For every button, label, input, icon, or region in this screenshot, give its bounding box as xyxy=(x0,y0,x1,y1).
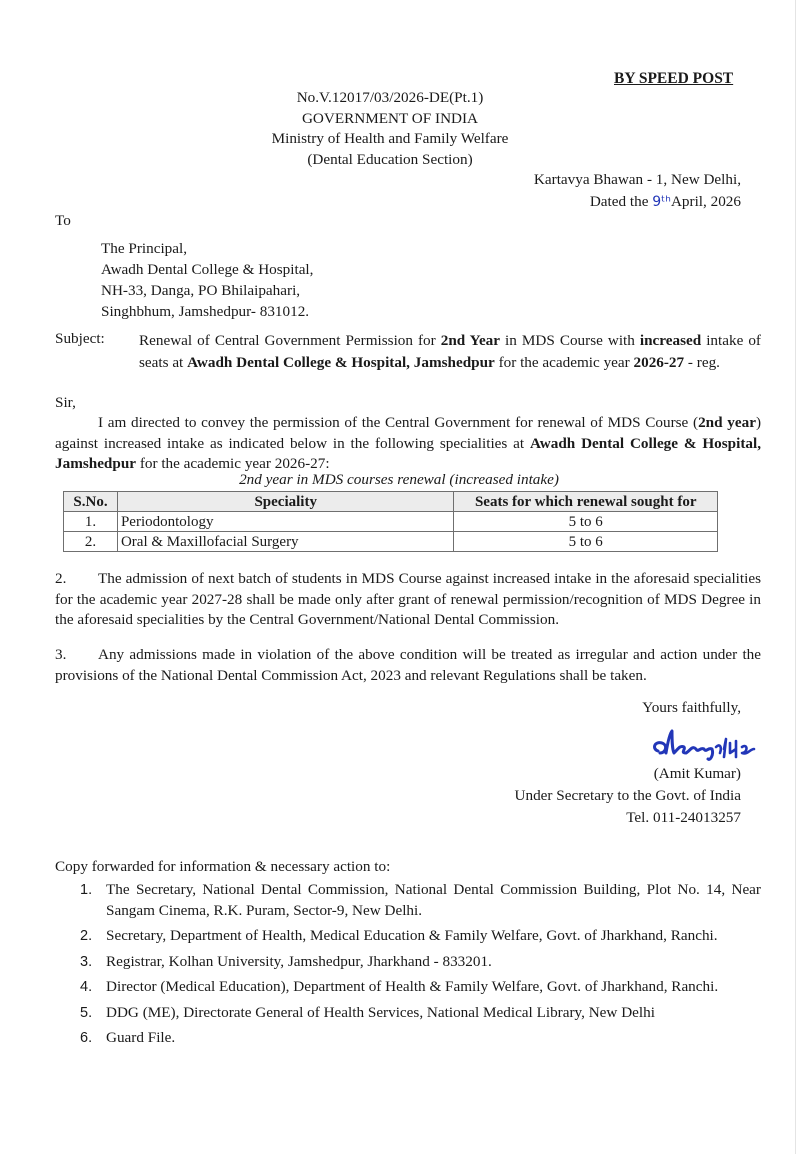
to-label: To xyxy=(55,212,71,229)
table-row xyxy=(64,512,718,532)
table-caption: 2nd year in MDS courses renewal (increased intake) xyxy=(239,471,559,488)
list-number: 3. xyxy=(80,953,93,970)
list-item xyxy=(80,1003,761,1024)
list-item xyxy=(80,880,761,921)
subject-part: for the academic year xyxy=(494,353,634,371)
letter-header xyxy=(250,88,530,170)
subject-part-bold: Awadh Dental College & Hospital, Jamshedpur xyxy=(187,353,495,371)
cell-sno: 1. xyxy=(64,512,118,532)
list-text: The Secretary, National Dental Commission, National Dental Commission Building, Plot No. 14, Near Sangam Cinema, R.K. Puram, Sector-9, New Delhi. xyxy=(106,881,761,919)
cell-speciality: Oral & Maxillofacial Surgery xyxy=(117,532,453,552)
addressee-line: The Principal, xyxy=(101,240,188,257)
date-line xyxy=(534,191,741,213)
date-suffix: April, 2026 xyxy=(670,193,741,210)
subject-text xyxy=(139,330,761,373)
paragraph-number: 3. xyxy=(55,646,67,663)
list-number: 6. xyxy=(80,1030,93,1046)
dispatch-mode: BY SPEED POST xyxy=(614,70,734,87)
cell-seats: 5 to 6 xyxy=(454,512,718,532)
paragraph-part: ) against increased intake as indicated below in the following specialities at xyxy=(55,414,761,452)
seats-table xyxy=(63,491,718,552)
signature-block xyxy=(515,697,741,829)
ministry-name: Ministry of Health and Family Welfare xyxy=(271,130,509,147)
copy-forwarded-label: Copy forwarded for information & necessary action to: xyxy=(55,858,391,875)
paragraph-3 xyxy=(55,645,761,686)
paragraph-2 xyxy=(55,569,761,631)
paragraph-text: Any admissions made in violation of the above condition will be treated as irregular and action under the provisions of the National Dental Commission Act, 2023 and relevant Regulations shall be taken. xyxy=(55,646,761,684)
list-number: 5. xyxy=(80,1004,93,1021)
closing: Yours faithfully, xyxy=(642,699,741,716)
subject-part-bold: increased xyxy=(639,332,702,349)
list-text: Director (Medical Education), Department of Health & Family Welfare, Govt. of Jharkhand, Ranchi. xyxy=(106,978,719,995)
list-item xyxy=(80,977,761,998)
table-row xyxy=(64,532,718,552)
paragraph-1 xyxy=(55,413,761,475)
signatory-designation: Under Secretary to the Govt. of India xyxy=(514,787,741,804)
addressee-line: Singhbhum, Jamshedpur- 831012. xyxy=(101,303,310,320)
list-number: 2. xyxy=(80,928,93,944)
paragraph-part-bold: Awadh Dental College & Hospital, Jamshedpur xyxy=(55,434,761,472)
header-sno: S.No. xyxy=(64,492,118,512)
government-name: GOVERNMENT OF INDIA xyxy=(301,109,479,127)
addressee-block xyxy=(101,238,313,322)
cell-sno: 2. xyxy=(64,532,118,552)
signatory-name: (Amit Kumar) xyxy=(653,765,741,782)
table-header-row xyxy=(64,492,718,512)
subject-part: in MDS Course with xyxy=(500,332,640,349)
header-speciality: Speciality xyxy=(117,492,453,512)
paragraph-number: 2. xyxy=(55,570,67,587)
list-number: 4. xyxy=(80,979,93,995)
signatory-phone: Tel. 011-24013257 xyxy=(626,809,741,826)
cell-speciality: Periodontology xyxy=(117,512,453,532)
file-number: No.V.12017/03/2026-DE(Pt.1) xyxy=(296,89,484,106)
list-text: DDG (ME), Directorate General of Health Services, National Medical Library, New Delhi xyxy=(106,1003,655,1021)
copy-forwarded-list xyxy=(80,880,761,1054)
paragraph-text: The admission of next batch of students in MDS Course against increased intake in the aforesaid specialities for the academic year 2027-28 shall be made only after grant of renewal permission/recognition of MDS Degree in the aforesaid specialities by the Central Government/National Dental Commission. xyxy=(55,570,761,628)
addressee-line: NH-33, Danga, PO Bhilaipahari, xyxy=(101,282,301,299)
list-number: 1. xyxy=(80,882,93,898)
subject-part-bold: 2nd Year xyxy=(440,332,501,349)
date-prefix: Dated the xyxy=(589,193,653,210)
subject-part: intake of seats at xyxy=(139,332,761,371)
header-seats: Seats for which renewal sought for xyxy=(454,492,718,512)
paragraph-part-bold: 2nd year xyxy=(698,414,756,431)
handwritten-day: 9ᵗʰ xyxy=(652,194,671,210)
section-name: (Dental Education Section) xyxy=(307,150,473,168)
cell-seats: 5 to 6 xyxy=(454,532,718,552)
addressee-line: Awadh Dental College & Hospital, xyxy=(101,261,314,278)
scan-edge-line xyxy=(795,0,796,1154)
list-text: Secretary, Department of Health, Medical Education & Family Welfare, Govt. of Jharkhand, Ranchi. xyxy=(106,927,718,944)
place-date-block xyxy=(534,169,741,213)
list-text: Guard File. xyxy=(106,1029,176,1046)
list-item xyxy=(80,926,761,947)
list-item xyxy=(80,1028,761,1049)
paragraph-part: for the academic year 2026-27: xyxy=(136,455,330,472)
handwritten-signature-icon xyxy=(650,727,780,763)
subject-part: - reg. xyxy=(684,353,720,371)
subject-part: Renewal of Central Government Permission for xyxy=(139,332,441,349)
subject-part-bold: 2026-27 xyxy=(633,353,685,371)
place: Kartavya Bhawan - 1, New Delhi, xyxy=(533,171,741,188)
subject-label: Subject: xyxy=(55,330,105,347)
list-text: Registrar, Kolhan University, Jamshedpur, Jharkhand - 833201. xyxy=(106,952,492,970)
list-item xyxy=(80,952,761,973)
salutation: Sir, xyxy=(55,394,76,411)
paragraph-part: I am directed to convey the permission of the Central Government for renewal of MDS Course ( xyxy=(98,414,699,431)
